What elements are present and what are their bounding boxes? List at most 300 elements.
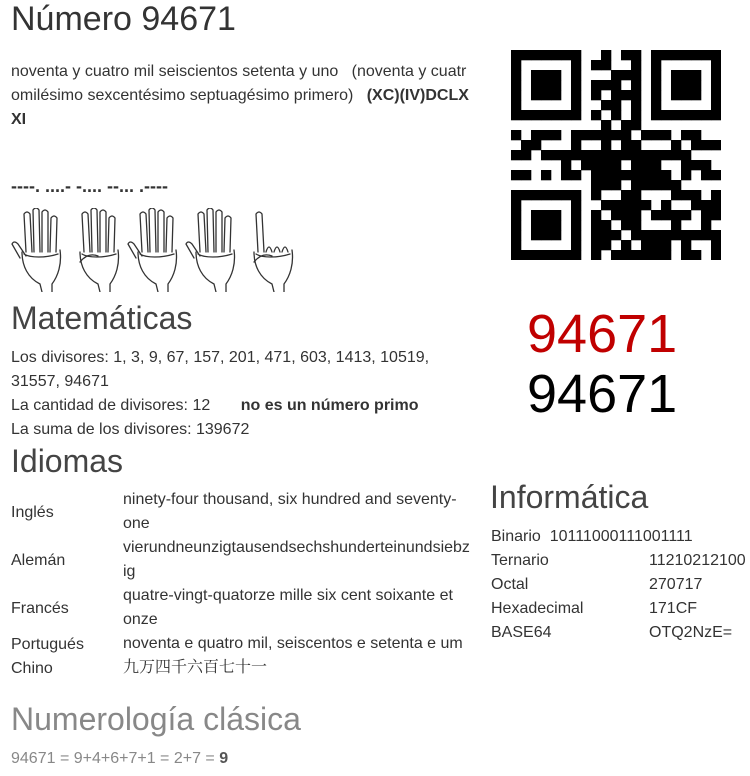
lang-value-english: ninety-four thousand, six hundred and seventy-one [123, 491, 457, 532]
qr-module [661, 200, 671, 210]
qr-module [631, 230, 641, 240]
languages-heading: Idiomas [11, 443, 124, 479]
qr-module [661, 240, 671, 250]
qr-module [531, 70, 541, 80]
qr-module [621, 170, 631, 180]
qr-module [551, 70, 561, 80]
hand-4-icon [80, 208, 119, 292]
qr-module [571, 50, 581, 60]
qr-module [601, 150, 611, 160]
qr-module [711, 250, 721, 260]
qr-module [701, 110, 711, 120]
qr-module [511, 80, 521, 90]
qr-module [561, 250, 571, 260]
qr-module [631, 70, 641, 80]
divisor-sum: La suma de los divisores: 139672 [11, 421, 250, 438]
qr-module [521, 50, 531, 60]
qr-module [601, 50, 611, 60]
qr-code [511, 50, 721, 260]
qr-module [701, 230, 711, 240]
qr-module [631, 200, 641, 210]
hand-9-icon [12, 208, 61, 292]
qr-module [641, 250, 651, 260]
qr-module [591, 230, 601, 240]
lang-value-french: quatre-vingt-quatorze mille six cent soixante et onze [123, 587, 453, 628]
qr-module [521, 170, 531, 180]
qr-module [631, 210, 641, 220]
qr-module [571, 240, 581, 250]
qr-module [651, 110, 661, 120]
qr-module [611, 130, 621, 140]
qr-module [531, 230, 541, 240]
qr-module [671, 140, 681, 150]
qr-module [601, 220, 611, 230]
qr-module [511, 170, 521, 180]
qr-module [671, 50, 681, 60]
qr-module [531, 80, 541, 90]
qr-module [681, 190, 691, 200]
number-words [11, 60, 481, 132]
qr-module [631, 80, 641, 90]
qr-modules [511, 50, 721, 260]
qr-module [631, 100, 641, 110]
qr-module [511, 110, 521, 120]
qr-module [671, 70, 681, 80]
qr-module [711, 50, 721, 60]
qr-module [631, 150, 641, 160]
qr-module [611, 160, 621, 170]
qr-module [661, 250, 671, 260]
qr-module [621, 50, 631, 60]
qr-module [541, 210, 551, 220]
qr-module [511, 60, 521, 70]
qr-module [571, 170, 581, 180]
qr-module [711, 170, 721, 180]
qr-module [541, 230, 551, 240]
qr-module [651, 90, 661, 100]
qr-module [561, 190, 571, 200]
qr-module [601, 120, 611, 130]
qr-module [621, 140, 631, 150]
qr-module [641, 170, 651, 180]
qr-module [691, 50, 701, 60]
qr-module [621, 70, 631, 80]
qr-module [511, 50, 521, 60]
qr-module [621, 150, 631, 160]
qr-module [651, 50, 661, 60]
qr-module [711, 140, 721, 150]
qr-module [601, 60, 611, 70]
qr-module [591, 220, 601, 230]
qr-module [511, 210, 521, 220]
qr-module [531, 210, 541, 220]
qr-module [561, 110, 571, 120]
qr-module [571, 220, 581, 230]
qr-module [621, 130, 631, 140]
qr-module [711, 110, 721, 120]
qr-module [621, 250, 631, 260]
lang-label-english: Inglés [11, 504, 54, 521]
qr-module [651, 70, 661, 80]
qr-module [551, 230, 561, 240]
qr-module [681, 250, 691, 260]
qr-module [551, 220, 561, 230]
qr-module [571, 130, 581, 140]
qr-module [631, 120, 641, 130]
qr-module [691, 90, 701, 100]
qr-module [711, 80, 721, 90]
qr-module [651, 240, 661, 250]
qr-module [651, 60, 661, 70]
qr-module [511, 130, 521, 140]
qr-module [691, 190, 701, 200]
qr-module [681, 150, 691, 160]
qr-module [571, 210, 581, 220]
qr-module [651, 100, 661, 110]
qr-module [631, 190, 641, 200]
qr-module [541, 190, 551, 200]
finger-counting-hands [8, 208, 328, 292]
base64-label: BASE64 [491, 624, 552, 641]
qr-module [621, 220, 631, 230]
qr-module [691, 70, 701, 80]
qr-module [541, 150, 551, 160]
divisors-line-2: 31557, 94671 [11, 373, 109, 390]
qr-module [601, 130, 611, 140]
qr-module [591, 210, 601, 220]
qr-module [561, 150, 571, 160]
prime-status: no es un número primo [240, 397, 419, 414]
qr-module [711, 190, 721, 200]
qr-module [671, 90, 681, 100]
qr-module [561, 160, 571, 170]
qr-module [691, 230, 701, 240]
qr-module [601, 100, 611, 110]
qr-module [611, 250, 621, 260]
qr-module [641, 240, 651, 250]
qr-module [571, 80, 581, 90]
qr-module [691, 250, 701, 260]
hex-label: Hexadecimal [491, 600, 584, 617]
qr-module [621, 120, 631, 130]
qr-module [641, 200, 651, 210]
lang-label-chinese: Chino [11, 660, 53, 677]
qr-module [631, 180, 641, 190]
qr-module [701, 160, 711, 170]
qr-module [661, 110, 671, 120]
qr-module [671, 210, 681, 220]
qr-module [671, 80, 681, 90]
page-title: Número 94671 [11, 0, 236, 38]
qr-module [581, 150, 591, 160]
qr-module [521, 140, 531, 150]
qr-module [691, 80, 701, 90]
qr-module [571, 90, 581, 100]
qr-module [591, 160, 601, 170]
qr-module [571, 150, 581, 160]
lang-value-chinese: 九万四千六百七十一 [123, 659, 268, 676]
qr-module [611, 110, 621, 120]
qr-module [611, 200, 621, 210]
qr-module [631, 170, 641, 180]
qr-module [661, 170, 671, 180]
qr-module [591, 110, 601, 120]
qr-module [641, 160, 651, 170]
qr-module [711, 100, 721, 110]
qr-module [581, 130, 591, 140]
qr-module [591, 130, 601, 140]
qr-module [611, 90, 621, 100]
base64-value: OTQ2NzE= [649, 624, 733, 641]
qr-module [541, 70, 551, 80]
qr-module [591, 80, 601, 90]
qr-module [631, 220, 641, 230]
qr-module [541, 250, 551, 260]
qr-module [651, 150, 661, 160]
qr-module [691, 110, 701, 120]
qr-module [541, 220, 551, 230]
qr-module [681, 170, 691, 180]
binary-row [491, 528, 693, 546]
qr-module [691, 160, 701, 170]
qr-module [671, 110, 681, 120]
qr-module [601, 160, 611, 170]
qr-module [651, 80, 661, 90]
qr-module [531, 110, 541, 120]
qr-module [571, 190, 581, 200]
qr-module [671, 190, 681, 200]
cardinal-words: noventa y cuatro mil seiscientos setenta y uno [11, 63, 339, 80]
qr-module [681, 130, 691, 140]
qr-module [641, 130, 651, 140]
qr-module [671, 150, 681, 160]
qr-module [651, 130, 661, 140]
qr-module [601, 240, 611, 250]
qr-module [581, 160, 591, 170]
qr-module [591, 240, 601, 250]
qr-module [591, 170, 601, 180]
qr-module [531, 50, 541, 60]
hand-1-icon [254, 212, 293, 292]
qr-module [511, 250, 521, 260]
qr-module [591, 250, 601, 260]
qr-module [631, 50, 641, 60]
qr-module [511, 190, 521, 200]
qr-module [681, 210, 691, 220]
math-section [11, 346, 491, 442]
qr-module [611, 70, 621, 80]
qr-module [711, 240, 721, 250]
qr-module [671, 220, 681, 230]
qr-module [701, 220, 711, 230]
lang-value-portuguese: noventa e quatro mil, seiscentos e setenta e um [123, 635, 463, 652]
divisors-line-1: Los divisores: 1, 3, 9, 67, 157, 201, 471, 603, 1413, 10519, [11, 349, 430, 366]
lang-label-portuguese: Portugués [11, 636, 84, 653]
qr-module [661, 210, 671, 220]
qr-module [661, 130, 671, 140]
qr-module [591, 180, 601, 190]
qr-module [531, 190, 541, 200]
qr-module [671, 230, 681, 240]
qr-module [701, 200, 711, 210]
qr-module [521, 190, 531, 200]
qr-module [601, 80, 611, 90]
qr-module [551, 190, 561, 200]
qr-module [711, 90, 721, 100]
qr-module [651, 160, 661, 170]
qr-module [601, 140, 611, 150]
qr-module [531, 140, 541, 150]
qr-module [601, 200, 611, 210]
big-number-black: 94671 [527, 364, 678, 424]
qr-module [701, 50, 711, 60]
qr-module [701, 140, 711, 150]
qr-module [711, 210, 721, 220]
qr-module [681, 70, 691, 80]
ordinal-words-prefix: (noventa y cuatr [351, 63, 467, 80]
numerology-result: 9 [219, 750, 229, 767]
qr-module [511, 240, 521, 250]
lang-label-german: Alemán [11, 552, 66, 569]
qr-module [711, 60, 721, 70]
ternary-label: Ternario [491, 552, 549, 569]
qr-module [631, 90, 641, 100]
hand-7-icon [186, 208, 235, 292]
hex-value: 171CF [649, 600, 698, 617]
qr-module [571, 70, 581, 80]
qr-module [671, 180, 681, 190]
qr-module [651, 230, 661, 240]
qr-module [531, 250, 541, 260]
qr-module [681, 90, 691, 100]
numerology-line [11, 750, 228, 768]
qr-module [681, 240, 691, 250]
qr-module [511, 150, 521, 160]
qr-module [631, 60, 641, 70]
qr-module [551, 50, 561, 60]
qr-module [631, 160, 641, 170]
qr-module [551, 80, 561, 90]
qr-module [611, 210, 621, 220]
numerology-heading: Numerología clásica [11, 701, 301, 737]
qr-module [611, 180, 621, 190]
ternary-value: 11210212100 [649, 552, 746, 569]
qr-module [631, 140, 641, 150]
qr-module [571, 230, 581, 240]
qr-module [711, 200, 721, 210]
qr-module [551, 110, 561, 120]
qr-module [591, 90, 601, 100]
qr-module [541, 110, 551, 120]
qr-module [611, 170, 621, 180]
numerology-formula: 94671 = 9+4+6+7+1 = 2+7 = [11, 750, 220, 767]
qr-module [531, 220, 541, 230]
qr-module [591, 150, 601, 160]
qr-module [621, 90, 631, 100]
qr-module [541, 170, 551, 180]
qr-module [611, 100, 621, 110]
qr-module [611, 80, 621, 90]
divisor-count: La cantidad de divisores: 12 [11, 397, 211, 414]
qr-module [691, 200, 701, 210]
qr-module [621, 210, 631, 220]
lang-label-french: Francés [11, 600, 69, 617]
qr-module [711, 230, 721, 240]
qr-module [591, 60, 601, 70]
qr-module [621, 190, 631, 200]
qr-module [551, 210, 561, 220]
qr-module [691, 140, 701, 150]
qr-module [681, 80, 691, 90]
qr-module [661, 150, 671, 160]
qr-module [511, 70, 521, 80]
binary-label: Binario [491, 528, 541, 545]
qr-module [651, 180, 661, 190]
octal-value: 270717 [649, 576, 703, 593]
qr-module [651, 210, 661, 220]
qr-module [551, 90, 561, 100]
roman-numeral-cont: XI [11, 111, 27, 128]
qr-module [691, 130, 701, 140]
qr-module [561, 50, 571, 60]
qr-module [661, 50, 671, 60]
qr-module [571, 110, 581, 120]
qr-module [641, 150, 651, 160]
qr-module [551, 130, 561, 140]
qr-module [681, 110, 691, 120]
qr-module [561, 170, 571, 180]
informatics-heading: Informática [490, 479, 649, 515]
qr-module [681, 160, 691, 170]
qr-module [651, 170, 661, 180]
qr-module [651, 250, 661, 260]
qr-module [511, 220, 521, 230]
qr-module [511, 90, 521, 100]
qr-module [701, 210, 711, 220]
qr-module [611, 150, 621, 160]
qr-module [661, 180, 671, 190]
binary-value: 10111000111001111 [549, 528, 693, 545]
qr-module [521, 250, 531, 260]
qr-module [711, 70, 721, 80]
roman-numeral: (XC)(IV)DCLX [366, 87, 469, 104]
qr-module [621, 240, 631, 250]
qr-module [641, 180, 651, 190]
qr-module [531, 90, 541, 100]
qr-module [631, 250, 641, 260]
qr-module [521, 110, 531, 120]
qr-module [571, 250, 581, 260]
qr-module [591, 190, 601, 200]
qr-module [601, 170, 611, 180]
math-heading: Matemáticas [11, 300, 193, 336]
qr-module [541, 130, 551, 140]
morse-code: ----. ....- -.... --... .---- [11, 176, 168, 196]
qr-module [551, 250, 561, 260]
qr-module [521, 150, 531, 160]
qr-module [641, 230, 651, 240]
qr-module [621, 200, 631, 210]
qr-module [511, 100, 521, 110]
qr-module [701, 170, 711, 180]
qr-module [551, 150, 561, 160]
qr-module [511, 200, 521, 210]
qr-module [601, 230, 611, 240]
qr-module [571, 200, 581, 210]
qr-module [631, 110, 641, 120]
qr-module [661, 230, 671, 240]
qr-module [511, 230, 521, 240]
